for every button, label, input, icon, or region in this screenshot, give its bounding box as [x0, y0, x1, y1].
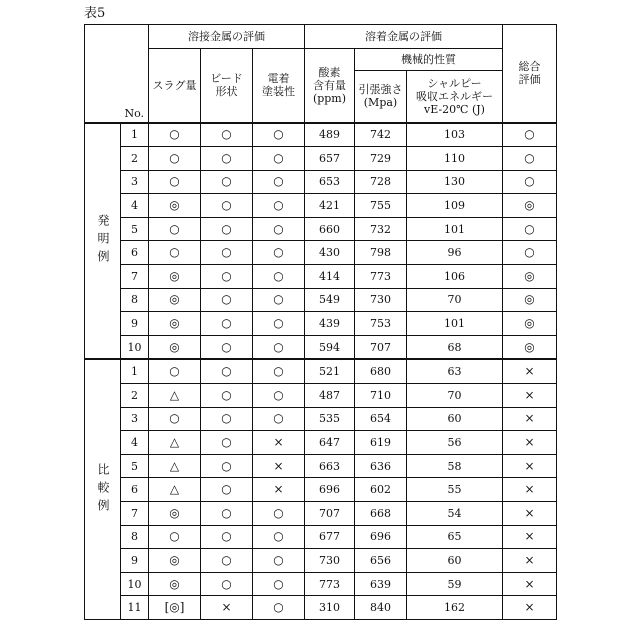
bead-cell: ○ — [201, 170, 253, 194]
oxygen-cell: 657 — [305, 147, 355, 171]
slag-cell: △ — [149, 478, 201, 502]
slag-cell: ○ — [149, 525, 201, 549]
charpy-cell: 101 — [407, 312, 503, 336]
bead-cell: ○ — [201, 359, 253, 383]
table-row — [85, 359, 557, 383]
charpy-cell: 96 — [407, 241, 503, 265]
row-number: 10 — [121, 572, 149, 596]
row-number: 7 — [121, 265, 149, 289]
row-number: 4 — [121, 431, 149, 455]
tensile-cell: 742 — [355, 123, 407, 147]
oxygen-cell: 663 — [305, 454, 355, 478]
oxygen-cell: 487 — [305, 384, 355, 408]
paint-cell: ○ — [253, 288, 305, 312]
paint-cell: × — [253, 478, 305, 502]
paint-cell: ○ — [253, 147, 305, 171]
tensile-cell: 728 — [355, 170, 407, 194]
charpy-cell: 54 — [407, 502, 503, 526]
row-number: 8 — [121, 525, 149, 549]
tensile-cell: 732 — [355, 217, 407, 241]
table-row — [85, 265, 557, 289]
paint-cell: ○ — [253, 502, 305, 526]
bead-cell: ○ — [201, 407, 253, 431]
tensile-cell: 798 — [355, 241, 407, 265]
charpy-cell: 106 — [407, 265, 503, 289]
oxygen-cell: 310 — [305, 596, 355, 620]
charpy-cell: 59 — [407, 572, 503, 596]
overall-cell: ○ — [503, 241, 557, 265]
tensile-cell: 755 — [355, 194, 407, 218]
paint-cell: ○ — [253, 407, 305, 431]
table-row — [85, 335, 557, 359]
bead-cell: ○ — [201, 502, 253, 526]
oxygen-cell: 707 — [305, 502, 355, 526]
slag-cell: ◎ — [149, 265, 201, 289]
tensile-cell: 753 — [355, 312, 407, 336]
bead-cell: ○ — [201, 288, 253, 312]
oxygen-cell: 696 — [305, 478, 355, 502]
header-tensile-strength: 引張強さ (Mpa) — [355, 71, 407, 123]
oxygen-cell: 421 — [305, 194, 355, 218]
tensile-cell: 710 — [355, 384, 407, 408]
table-row — [85, 525, 557, 549]
charpy-cell: 101 — [407, 217, 503, 241]
paint-cell: × — [253, 431, 305, 455]
overall-cell: × — [503, 359, 557, 383]
table-row — [85, 431, 557, 455]
row-number: 8 — [121, 288, 149, 312]
bead-cell: ○ — [201, 431, 253, 455]
paint-cell: ○ — [253, 241, 305, 265]
section-label: 発明例 — [96, 214, 109, 268]
tensile-cell: 729 — [355, 147, 407, 171]
table-row — [85, 596, 557, 620]
oxygen-cell: 594 — [305, 335, 355, 359]
slag-cell: ○ — [149, 241, 201, 265]
row-number: 1 — [121, 123, 149, 147]
slag-cell: ◎ — [149, 502, 201, 526]
header-oxygen-content: 酸素 含有量 (ppm) — [305, 49, 355, 123]
charpy-cell: 65 — [407, 525, 503, 549]
section-label-cell — [85, 359, 121, 619]
row-number: 5 — [121, 454, 149, 478]
table-row — [85, 384, 557, 408]
table-row — [85, 502, 557, 526]
overall-cell: × — [503, 549, 557, 573]
overall-cell: ○ — [503, 123, 557, 147]
slag-cell: ◎ — [149, 549, 201, 573]
charpy-cell: 55 — [407, 478, 503, 502]
row-number: 3 — [121, 170, 149, 194]
tensile-cell: 656 — [355, 549, 407, 573]
overall-cell: × — [503, 596, 557, 620]
oxygen-cell: 549 — [305, 288, 355, 312]
table-row — [85, 123, 557, 147]
section-label: 比較例 — [96, 463, 109, 517]
oxygen-cell: 521 — [305, 359, 355, 383]
paint-cell: ○ — [253, 123, 305, 147]
slag-cell: ○ — [149, 359, 201, 383]
charpy-cell: 130 — [407, 170, 503, 194]
header-weld-metal-eval: 溶接金属の評価 — [149, 25, 305, 49]
tensile-cell: 668 — [355, 502, 407, 526]
header-slag-amount: スラグ量 — [149, 49, 201, 123]
bead-cell: ○ — [201, 549, 253, 573]
paint-cell: ○ — [253, 194, 305, 218]
charpy-cell: 103 — [407, 123, 503, 147]
oxygen-cell: 773 — [305, 572, 355, 596]
tensile-cell: 696 — [355, 525, 407, 549]
oxygen-cell: 489 — [305, 123, 355, 147]
slag-cell: ◎ — [149, 572, 201, 596]
row-number: 2 — [121, 147, 149, 171]
table-row — [85, 217, 557, 241]
paint-cell: ○ — [253, 170, 305, 194]
row-number: 1 — [121, 359, 149, 383]
slag-cell: ◎ — [149, 194, 201, 218]
bead-cell: ○ — [201, 454, 253, 478]
overall-cell: × — [503, 454, 557, 478]
bead-cell: ○ — [201, 241, 253, 265]
paint-cell: ○ — [253, 335, 305, 359]
section-label-cell — [85, 123, 121, 360]
table-body — [85, 123, 557, 620]
header-no: No. — [85, 25, 149, 123]
charpy-cell: 110 — [407, 147, 503, 171]
oxygen-cell: 430 — [305, 241, 355, 265]
table-row — [85, 241, 557, 265]
paint-cell: ○ — [253, 312, 305, 336]
row-number: 6 — [121, 241, 149, 265]
bead-cell: × — [201, 596, 253, 620]
table-row — [85, 147, 557, 171]
overall-cell: ◎ — [503, 335, 557, 359]
table-row — [85, 194, 557, 218]
charpy-cell: 56 — [407, 431, 503, 455]
results-table — [84, 24, 557, 620]
bead-cell: ○ — [201, 478, 253, 502]
header-ed-paintability: 電着 塗装性 — [253, 49, 305, 123]
slag-cell: ○ — [149, 123, 201, 147]
slag-cell: ○ — [149, 147, 201, 171]
bead-cell: ○ — [201, 123, 253, 147]
paint-cell: ○ — [253, 572, 305, 596]
charpy-cell: 162 — [407, 596, 503, 620]
table-row — [85, 312, 557, 336]
oxygen-cell: 653 — [305, 170, 355, 194]
oxygen-cell: 535 — [305, 407, 355, 431]
table-header — [85, 25, 557, 123]
row-number: 7 — [121, 502, 149, 526]
oxygen-cell: 677 — [305, 525, 355, 549]
charpy-cell: 58 — [407, 454, 503, 478]
oxygen-cell: 730 — [305, 549, 355, 573]
overall-cell: × — [503, 525, 557, 549]
overall-cell: × — [503, 431, 557, 455]
tensile-cell: 707 — [355, 335, 407, 359]
row-number: 4 — [121, 194, 149, 218]
table-row — [85, 572, 557, 596]
oxygen-cell: 647 — [305, 431, 355, 455]
bead-cell: ○ — [201, 194, 253, 218]
slag-cell: ○ — [149, 217, 201, 241]
bead-cell: ○ — [201, 147, 253, 171]
table-row — [85, 407, 557, 431]
oxygen-cell: 439 — [305, 312, 355, 336]
charpy-cell: 60 — [407, 407, 503, 431]
overall-cell: ◎ — [503, 312, 557, 336]
bead-cell: ○ — [201, 265, 253, 289]
slag-cell: △ — [149, 384, 201, 408]
paint-cell: ○ — [253, 359, 305, 383]
row-number: 9 — [121, 312, 149, 336]
overall-cell: × — [503, 478, 557, 502]
table-row — [85, 454, 557, 478]
slag-cell: ○ — [149, 407, 201, 431]
oxygen-cell: 414 — [305, 265, 355, 289]
paint-cell: × — [253, 454, 305, 478]
overall-cell: ○ — [503, 170, 557, 194]
charpy-cell: 70 — [407, 384, 503, 408]
header-charpy-energy: シャルピー 吸収エネルギー vE-20℃ (J) — [407, 71, 503, 123]
table-caption: 表5 — [84, 6, 105, 22]
charpy-cell: 68 — [407, 335, 503, 359]
table-row — [85, 288, 557, 312]
oxygen-cell: 660 — [305, 217, 355, 241]
slag-cell: △ — [149, 431, 201, 455]
paint-cell: ○ — [253, 217, 305, 241]
overall-cell: × — [503, 407, 557, 431]
overall-cell: ◎ — [503, 194, 557, 218]
tensile-cell: 654 — [355, 407, 407, 431]
tensile-cell: 636 — [355, 454, 407, 478]
row-number: 10 — [121, 335, 149, 359]
slag-cell: [◎] — [149, 596, 201, 620]
slag-cell: ◎ — [149, 335, 201, 359]
table-row — [85, 549, 557, 573]
paint-cell: ○ — [253, 596, 305, 620]
overall-cell: × — [503, 384, 557, 408]
bead-cell: ○ — [201, 572, 253, 596]
tensile-cell: 840 — [355, 596, 407, 620]
table-row — [85, 478, 557, 502]
row-number: 5 — [121, 217, 149, 241]
charpy-cell: 109 — [407, 194, 503, 218]
row-number: 6 — [121, 478, 149, 502]
header-overall-eval: 総合 評価 — [503, 25, 557, 123]
overall-cell: × — [503, 572, 557, 596]
bead-cell: ○ — [201, 525, 253, 549]
overall-cell: × — [503, 502, 557, 526]
table-row — [85, 170, 557, 194]
bead-cell: ○ — [201, 217, 253, 241]
header-deposited-metal-eval: 溶着金属の評価 — [305, 25, 503, 49]
bead-cell: ○ — [201, 312, 253, 336]
slag-cell: ○ — [149, 170, 201, 194]
charpy-cell: 70 — [407, 288, 503, 312]
overall-cell: ◎ — [503, 288, 557, 312]
overall-cell: ◎ — [503, 265, 557, 289]
charpy-cell: 63 — [407, 359, 503, 383]
overall-cell: ○ — [503, 147, 557, 171]
overall-cell: ○ — [503, 217, 557, 241]
tensile-cell: 602 — [355, 478, 407, 502]
slag-cell: △ — [149, 454, 201, 478]
header-bead-shape: ビード 形状 — [201, 49, 253, 123]
slag-cell: ◎ — [149, 312, 201, 336]
paint-cell: ○ — [253, 525, 305, 549]
paint-cell: ○ — [253, 265, 305, 289]
tensile-cell: 619 — [355, 431, 407, 455]
header-mechanical-properties: 機械的性質 — [355, 49, 503, 71]
row-number: 9 — [121, 549, 149, 573]
bead-cell: ○ — [201, 384, 253, 408]
row-number: 3 — [121, 407, 149, 431]
row-number: 2 — [121, 384, 149, 408]
paint-cell: ○ — [253, 384, 305, 408]
tensile-cell: 730 — [355, 288, 407, 312]
paint-cell: ○ — [253, 549, 305, 573]
tensile-cell: 680 — [355, 359, 407, 383]
tensile-cell: 773 — [355, 265, 407, 289]
charpy-cell: 60 — [407, 549, 503, 573]
slag-cell: ◎ — [149, 288, 201, 312]
bead-cell: ○ — [201, 335, 253, 359]
row-number: 11 — [121, 596, 149, 620]
tensile-cell: 639 — [355, 572, 407, 596]
